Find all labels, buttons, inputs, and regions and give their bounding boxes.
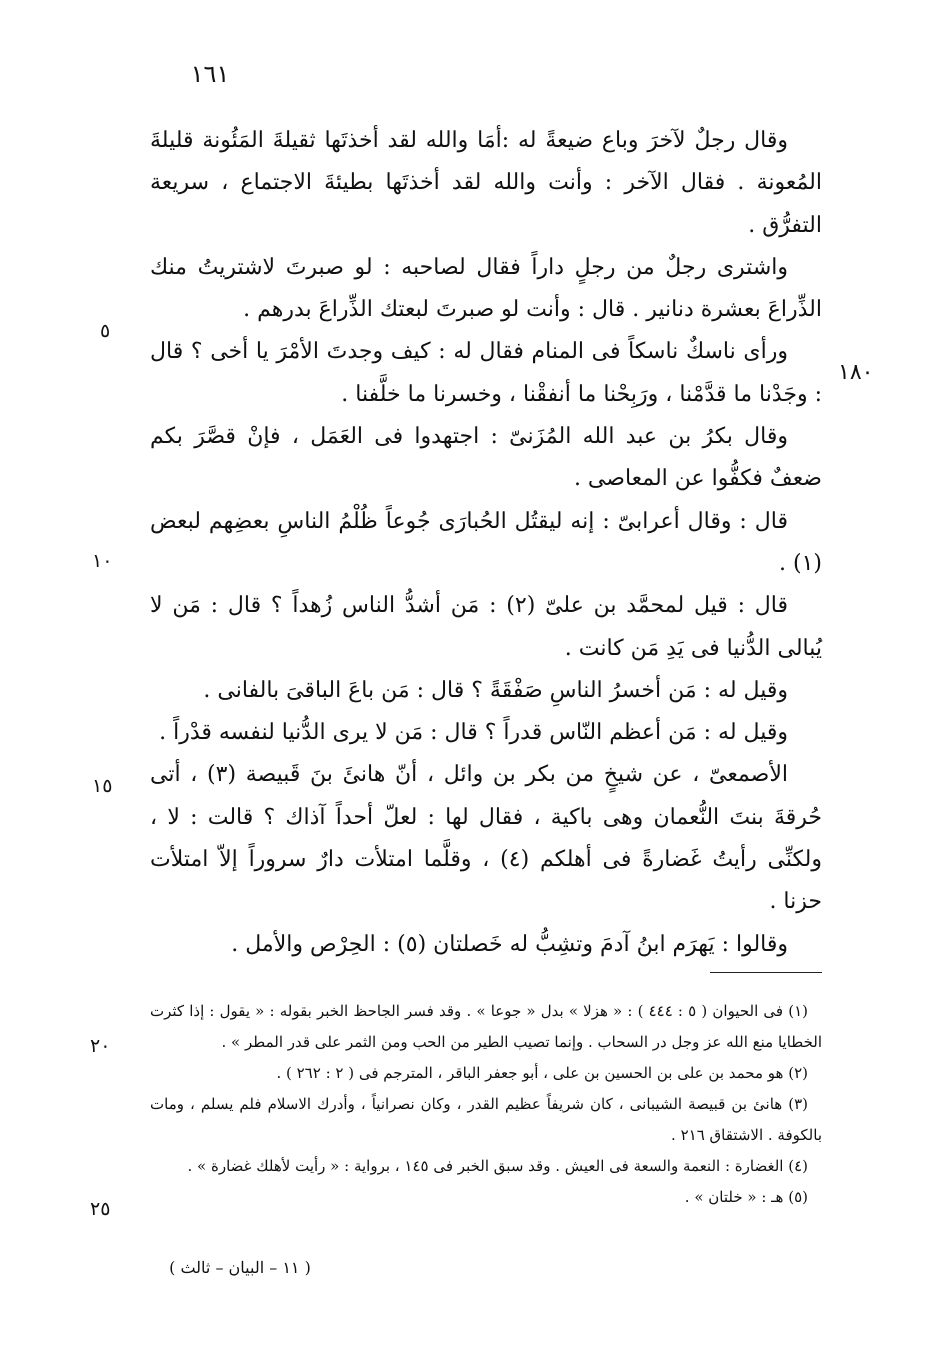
footnotes <box>150 996 822 1213</box>
paragraph: الأصمعىّ ، عن شيخٍ من بكر بن وائل ، أنّ هانئَ بنَ قَبيصة (٣) ، أتى حُرقةَ بنتَ النُّعمان وهى باكية ، فقال لها : لعلّ أحداً آذاك ؟ قالت : لا ، ولكنِّى رأيتُ غَضارةً فى أهلكم (٤) ، وقلَّما امتلأت دارٌ سروراً إلاّ امتلأت حزنا . <box>150 762 822 915</box>
paragraph: قال : قيل لمحمَّد بن علىّ (٢) : مَن أشدُّ الناس زُهداً ؟ قال : مَن لا يُبالى الدُّنيا فى يَدِ مَن كانت . <box>150 593 822 661</box>
footnote-divider <box>710 972 822 973</box>
line-number-10: ١٠ <box>92 550 113 572</box>
main-text <box>150 120 822 966</box>
paragraph: ورأى ناسكٌ ناسكاً فى المنام فقال له : كيف وجدتَ الأمْرَ يا أخى ؟ قال : وجَدْنا ما قدَّمْنا ، ورَبِحْنا ما أنفقْنا ، وخسرنا ما خلَّفنا . <box>150 339 822 407</box>
line-number-15: ١٥ <box>92 775 113 797</box>
paragraph: وقالوا : يَهرَم ابنُ آدمَ وتشِبُّ له خَصلتان (٥) : الحِرْص والأمل . <box>231 931 788 957</box>
paragraph: وقال رجلٌ لآخرَ وباع ضيعةً له :أمَا والله لقد أخذتَها ثقيلةَ المَئُونة قليلةَ المُعونة . فقال الآخر : وأنت والله لقد أخذتَها بطيئةَ الاجتماع ، سريعة التفرُّق . <box>150 128 822 238</box>
printer-signature: ( ١١ – البيان – ثالث ) <box>169 1258 311 1277</box>
paragraph: وقيل له : مَن أخسرُ الناسِ صَفْقَةً ؟ قال : مَن باعَ الباقىَ بالفانى . <box>203 677 788 703</box>
footnote: (٢) هو محمد بن على بن الحسين بن على ، أبو جعفر الباقر ، المترجم فى ( ٢ : ٢٦٢ ) . <box>276 1064 808 1082</box>
line-number-25: ٢٥ <box>90 1198 111 1220</box>
paragraph: قال : وقال أعرابىّ : إنه ليقتُل الحُبارَى جُوعاً ظُلْمُ الناسِ بعضِهم لبعض (١) . <box>150 508 822 576</box>
footnote: (١) فى الحيوان ( ٥ : ٤٤٤ ) : « هزلا » بدل « جوعا » . وقد فسر الجاحظ الخبر بقوله : « يقول : إذا كثرت الخطايا منع الله عز وجل در السحاب . وإنما تصيب الطير من الحب ومن الثمر على قدر المطر » . <box>150 1002 822 1051</box>
footnote: (٤) الغضارة : النعمة والسعة فى العيش . وقد سبق الخبر فى ١٤٥ ، برواية : « رأيت لأهلك غضارة » . <box>187 1157 808 1175</box>
line-number-5: ٥ <box>100 320 111 342</box>
source-page-reference: ١٨٠ <box>838 360 874 385</box>
paragraph: وقيل له : مَن أعظم النّاس قدراً ؟ قال : مَن لا يرى الدُّنيا لنفسه قدْراً . <box>159 720 788 746</box>
paragraph: واشترى رجلٌ من رجلٍ داراً فقال لصاحبه : لو صبرتَ لاشتريتُ منك الذِّراعَ بعشرة دنانير . قال : وأنت لو صبرتَ لبعتك الذِّراعَ بدرهم . <box>150 254 822 323</box>
line-number-20: ٢٠ <box>90 1035 111 1057</box>
footnote: (٥) هـ : « خلتان » . <box>684 1188 808 1206</box>
page-number: ١٦١ <box>190 60 230 88</box>
footnote: (٣) هانئ بن قبيصة الشيبانى ، كان شريفاً عظيم القدر ، وكان نصرانياً ، وأدرك الاسلام فلم يسلم ، ومات بالكوفة . الاشتقاق ٢١٦ . <box>150 1095 822 1144</box>
paragraph: وقال بكرُ بن عبد الله المُزَنىّ : اجتهدوا فى العَمَل ، فإنْ قصَّرَ بكم ضعفٌ فكفُّوا عن المعاصى . <box>150 424 822 492</box>
